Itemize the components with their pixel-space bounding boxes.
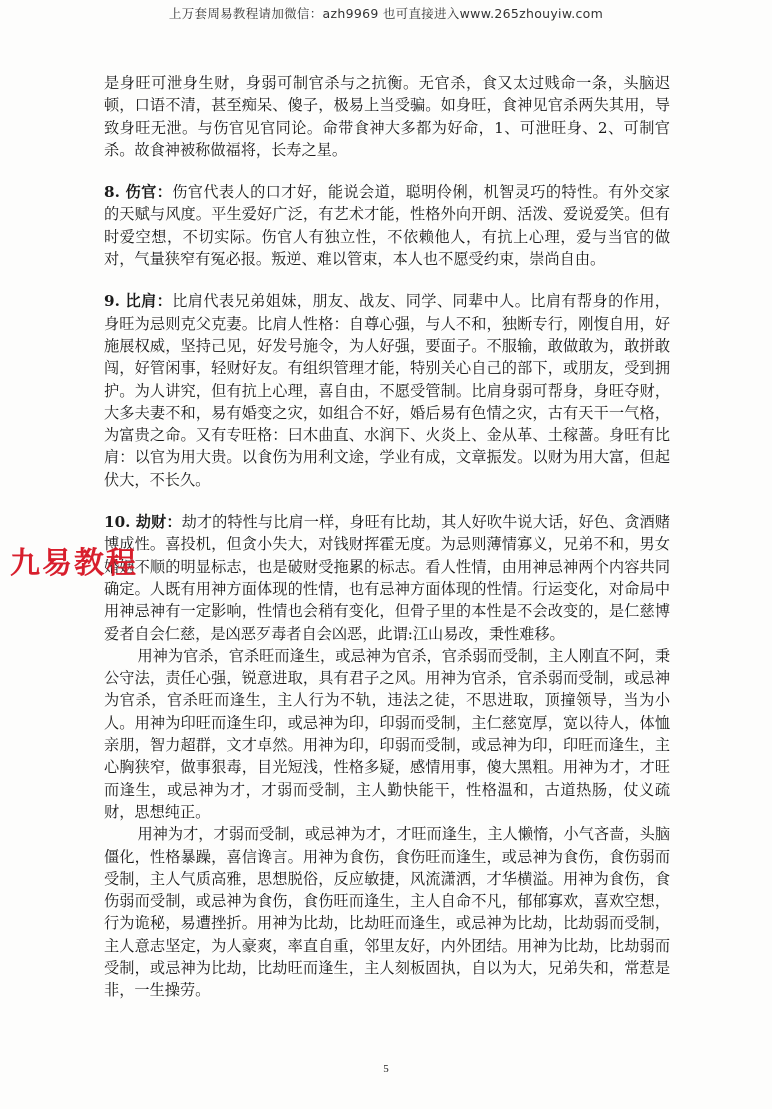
section-rob-wealth bbox=[104, 511, 670, 645]
paragraph-food-god-continued: 是身旺可泄身生财，身弱可制官杀与之抗衡。无官杀，食又太过贱命一条，头脑迟顿，口语不清，甚至痴呆、傻子，极易上当受骗。如身旺，食神见官杀两失其用，导致身旺无泄。与伤官见官同论。命带食神大多都为好命，1、可泄旺身、2、可制官杀。故食神被称做福将，长寿之星。 bbox=[104, 74, 670, 159]
watermark-logo: 九易教程 bbox=[10, 546, 138, 581]
paragraph-useful-god-2: 用神为才，才弱而受制，或忌神为才，才旺而逢生，主人懒惰，小气吝啬，头脑僵化，性格暴躁，喜信谗言。用神为食伤，食伤旺而逢生，或忌神为食伤，食伤弱而受制，主人气质高雅，思想脱俗，反应敏捷，风流潇洒，才华横溢。用神为食伤，食伤弱而受制，或忌神为食伤，食伤旺而逢生，主人自命不凡，郁郁寡欢，喜欢空想，行为诡秘，易遭挫折。用神为比劫，比劫旺而逢生，或忌神为比劫，比劫弱而受制，主人意志坚定，为人豪爽，率直自重，邻里友好，内外团结。用神为比劫，比劫弱而受制，或忌神为比劫，比劫旺而逢生，主人刻板固执，自以为大，兄弟失和，常惹是非，一生操劳。 bbox=[104, 825, 670, 1000]
section-body-rob-wealth: 劫才的特性与比肩一样，身旺有比劫，其人好吹牛说大话，好色、贪酒赌博成性。喜投机，但贪小失大，对钱财挥霍无度。为忌则薄情寡义，兄弟不和，男女婚姻不顺的明显标志，也是破财受拖累的标志。看人性情，由用神忌神两个内容共同确定。人既有用神方面体现的性情，也有忌神方面体现的性情。行运变化，对命局中用神忌神有一定影响，性情也会稍有变化，但骨子里的本性是不会改变的，是仁慈博爱者自会仁慈，是凶恶歹毒者自会凶恶，此谓:江山易改，秉性难移。 bbox=[104, 513, 671, 643]
document-body bbox=[104, 72, 670, 1002]
section-heading-shoulder: 9. 比肩： bbox=[104, 292, 173, 311]
section-body-hurt-officer: 伤官代表人的口才好，能说会道，聪明伶俐，机智灵巧的特性。有外交家的天赋与风度。平生爱好广泛，有艺术才能，性格外向开朗、活泼、爱说爱笑。但有时爱空想，不切实际。伤官人有独立性，不依赖他人，有抗上心理，爱与当官的做对，气量狭窄有冤必报。叛逆、难以管束，本人也不愿受约束，崇尚自由。 bbox=[104, 183, 670, 269]
page-number: 5 bbox=[383, 1063, 389, 1075]
section-body-shoulder: 比肩代表兄弟姐妹，朋友、战友、同学、同辈中人。比肩有帮身的作用，身旺为忌则克父克妻。比肩人性格：自尊心强，与人不和，独断专行，刚愎自用，好施展权威，坚持己见，好发号施令，为人好强，要面子。不服输，敢做敢为，敢拼敢闯，好管闲事，轻财好友。有组织管理才能，特别关心自己的部下，或朋友，受到拥护。为人讲究，但有抗上心理，喜自由，不愿受管制。比肩身弱可帮身，身旺夺财，大多夫妻不和，易有婚变之灾，如组合不好，婚后易有色情之灾，古有天干一气格，为富贵之命。又有专旺格：曰木曲直、水润下、火炎上、金从革、土稼蔷。身旺有比肩：以官为用大贵。以食伤为用利文途，学业有成，文章振发。以财为用大富，但起伏大，不长久。 bbox=[104, 292, 670, 489]
section-shoulder bbox=[104, 290, 670, 491]
paragraph-useful-god-1: 用神为官杀，官杀旺而逢生，或忌神为官杀，官杀弱而受制，主人刚直不阿，秉公守法，责任心强，锐意进取，具有君子之风。用神为官杀，官杀弱而受制，或忌神为官杀，官杀旺而逢生，主人行为不轨，违法之徒，不思进取，顶撞领导，当为小人。用神为印旺而逢生印，或忌神为印，印弱而受制，主仁慈宽厚，宽以待人，体恤亲朋，智力超群，文才卓然。用神为印，印弱而受制，或忌神为印，印旺而逢生，主心胸狭窄，做事狠毒，目光短浅，性格多疑，感情用事，傻大黑粗。用神为才，才旺而逢生，或忌神为才，才弱而受制，主人勤快能干，性格温和，古道热肠，仗义疏财，思想纯正。 bbox=[104, 646, 670, 821]
section-heading-rob-wealth: 10. 劫财： bbox=[104, 513, 182, 532]
header-banner: 上万套周易教程请加微信：azh9969 也可直接进入www.265zhouyiw.com bbox=[168, 6, 604, 21]
section-heading-hurt-officer: 8. 伤官： bbox=[104, 183, 173, 202]
section-hurt-officer bbox=[104, 181, 670, 270]
